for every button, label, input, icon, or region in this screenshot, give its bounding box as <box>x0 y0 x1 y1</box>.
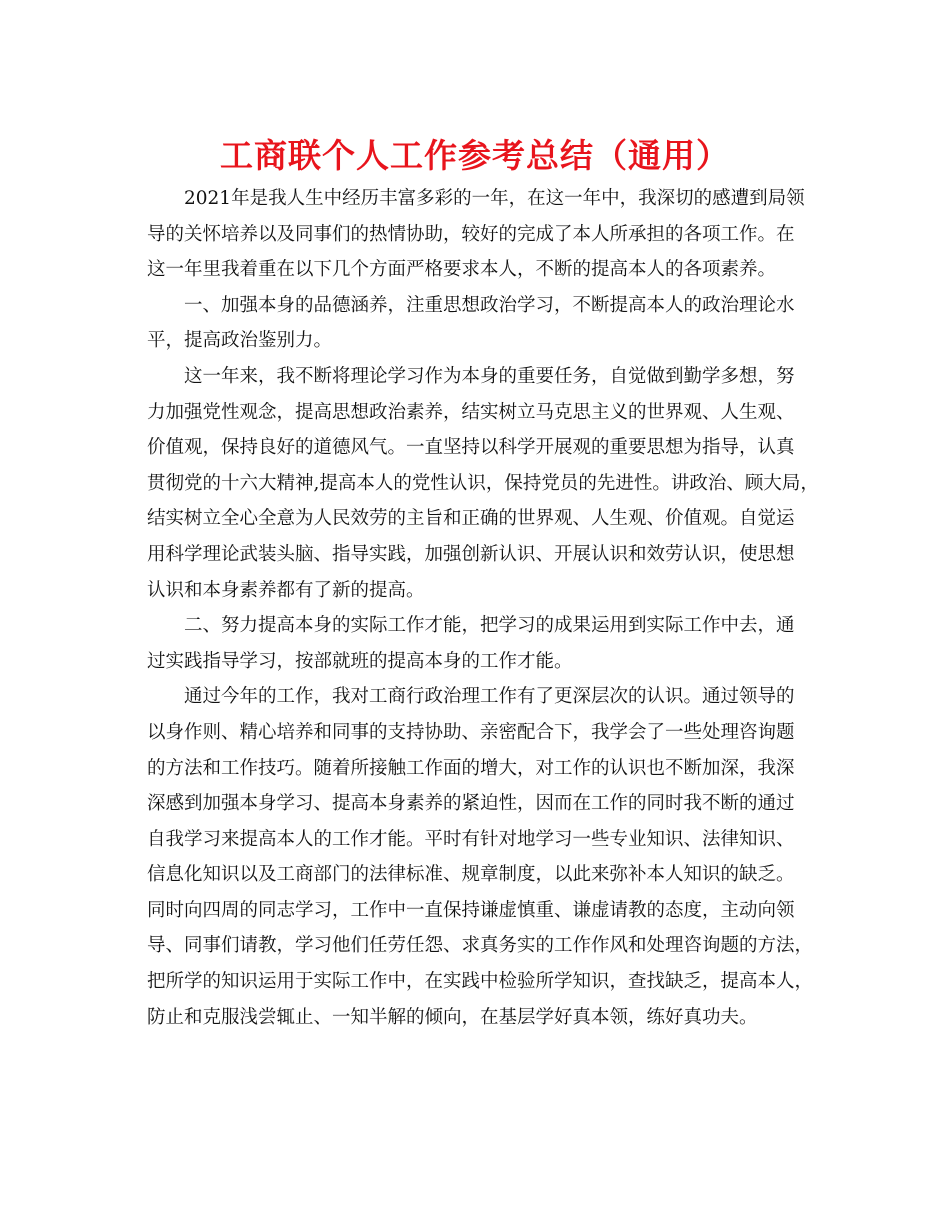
paragraph <box>147 679 827 1035</box>
text-line: 信息化知识以及工商部门的法律标准、规章制度，以此来弥补本人知识的缺乏。 <box>147 864 795 886</box>
text-line: 以身作则、精心培养和同事的支持协助、亲密配合下，我学会了一些处理咨询题 <box>147 721 795 743</box>
text-line: 贯彻党的十六大精神,提高本人的党性认识，保持党员的先进性。讲政治、顾大局， <box>147 472 819 494</box>
text-line: 自我学习来提高本人的工作才能。平时有针对地学习一些专业知识、法律知识、 <box>147 828 795 850</box>
text-line: 这一年来，我不断将理论学习作为本身的重要任务，自觉做到勤学多想，努 <box>184 365 795 387</box>
text-line: 深感到加强本身学习、提高本身素养的紧迫性，因而在工作的同时我不断的通过 <box>147 793 795 815</box>
text-line: 一、加强本身的品德涵养，注重思想政治学习，不断提高本人的政治理论水 <box>184 294 795 316</box>
text-line: 结实树立全心全意为人民效劳的主旨和正确的世界观、人生观、价值观。自觉运 <box>147 508 795 530</box>
text-line: 力加强党性观念，提高思想政治素养，结实树立马克思主义的世界观、人生观、 <box>147 401 795 423</box>
paragraph <box>147 288 827 359</box>
document-title: 工商联个人工作参考总结（通用） <box>220 136 730 175</box>
text-line: 同时向四周的同志学习，工作中一直保持谦虚慎重、谦虚请教的态度，主动向领 <box>147 899 795 921</box>
paragraph <box>147 181 827 288</box>
paragraph <box>147 359 827 608</box>
text-line: 防止和克服浅尝辄止、一知半解的倾向，在基层学好真本领，练好真功夫。 <box>147 1006 758 1028</box>
text-line: 价值观，保持良好的道德风气。一直坚持以科学开展观的重要思想为指导，认真 <box>147 437 795 459</box>
text-line: 通过今年的工作，我对工商行政治理工作有了更深层次的认识。通过领导的 <box>184 686 795 708</box>
text-line: 平，提高政治鉴别力。 <box>147 330 333 352</box>
text-line: 的方法和工作技巧。随着所接触工作面的增大，对工作的认识也不断加深，我深 <box>147 757 795 779</box>
document-body <box>147 181 827 1035</box>
text-line: 认识和本身素养都有了新的提高。 <box>147 579 425 601</box>
text-line: 2021年是我人生中经历丰富多彩的一年，在这一年中，我深切的感遭到局领 <box>184 188 805 209</box>
text-line: 用科学理论武装头脑、指导实践，加强创新认识、开展认识和效劳认识，使思想 <box>147 543 795 565</box>
text-line: 这一年里我着重在以下几个方面严格要求本人，不断的提高本人的各项素养。 <box>147 259 777 281</box>
text-line: 导的关怀培养以及同事们的热情协助，较好的完成了本人所承担的各项工作。在 <box>147 223 795 245</box>
text-line: 二、努力提高本身的实际工作才能，把学习的成果运用到实际工作中去，通 <box>184 615 795 637</box>
paragraph <box>147 608 827 679</box>
text-line: 把所学的知识运用于实际工作中，在实践中检验所学知识，查找缺乏，提高本人， <box>147 971 814 993</box>
text-line: 过实践指导学习，按部就班的提高本身的工作才能。 <box>147 650 573 672</box>
text-line: 导、同事们请教，学习他们任劳任怨、求真务实的工作作风和处理咨询题的方法， <box>147 935 814 957</box>
